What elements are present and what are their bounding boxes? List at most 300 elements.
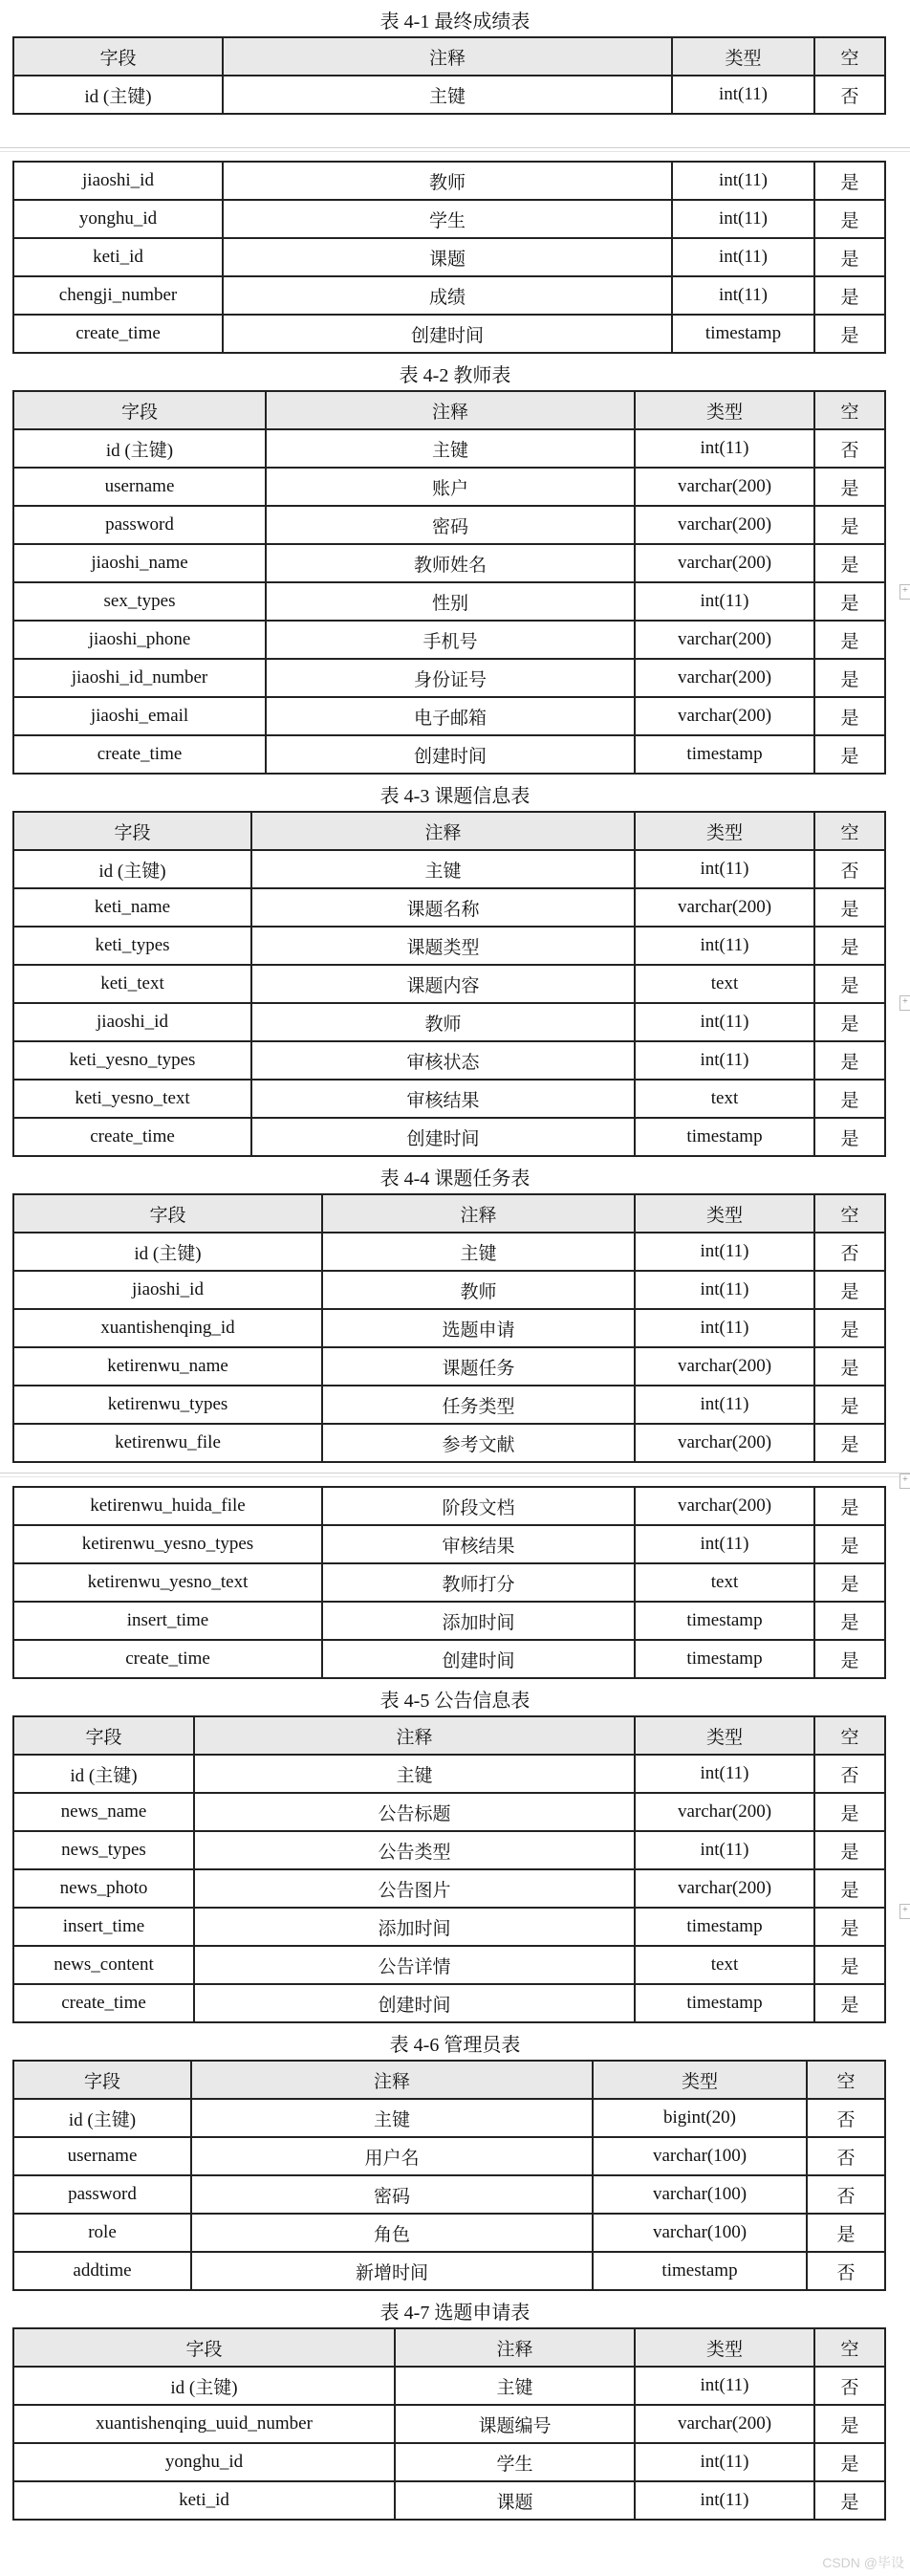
cell-null: 否: [814, 2367, 885, 2405]
cell-comment: 主键: [395, 2367, 635, 2405]
cell-null: 是: [814, 1118, 885, 1156]
margin-marker-icon: +: [899, 584, 910, 600]
cell-type: int(11): [635, 850, 814, 888]
cell-null: 否: [807, 2137, 885, 2175]
cell-type: int(11): [635, 2367, 814, 2405]
topic-application-table: [12, 2327, 886, 2521]
cell-field: jiaoshi_id: [13, 162, 223, 200]
cell-null: 是: [814, 315, 885, 353]
table-row: [13, 1525, 885, 1563]
cell-comment: 用户名: [191, 2137, 593, 2175]
table-header-row: [13, 2061, 885, 2099]
cell-type: varchar(200): [635, 1869, 814, 1908]
cell-field: keti_id: [13, 238, 223, 276]
cell-null: 是: [814, 697, 885, 735]
table-row: [13, 850, 885, 888]
cell-field: jiaoshi_phone: [13, 621, 266, 659]
topic-task-table-continued: [12, 1486, 886, 1679]
cell-comment: 教师: [322, 1271, 635, 1309]
table-row: [13, 1793, 885, 1831]
cell-field: ketirenwu_huida_file: [13, 1487, 322, 1525]
table-caption: 表 4-3 课题信息表: [379, 786, 531, 807]
cell-null: 是: [814, 1041, 885, 1080]
cell-type: text: [635, 1563, 814, 1602]
header-null: 空: [814, 391, 885, 429]
table-row: [13, 1602, 885, 1640]
cell-comment: 课题类型: [251, 927, 635, 965]
cell-field: keti_name: [13, 888, 251, 927]
cell-comment: 课题编号: [395, 2405, 635, 2443]
cell-type: int(11): [672, 200, 814, 238]
table-row: [13, 1831, 885, 1869]
cell-null: 否: [814, 1233, 885, 1271]
cell-null: 是: [814, 1309, 885, 1347]
cell-comment: 学生: [395, 2443, 635, 2481]
cell-field: keti_yesno_types: [13, 1041, 251, 1080]
table-row: [13, 2175, 885, 2214]
margin-marker-icon: +: [899, 995, 910, 1011]
cell-comment: 审核状态: [251, 1041, 635, 1080]
margin-marker-icon: +: [899, 1474, 910, 1489]
cell-field: xuantishenqing_id: [13, 1309, 322, 1347]
table-row: [13, 276, 885, 315]
cell-type: int(11): [635, 2481, 814, 2520]
cell-field: create_time: [13, 1984, 194, 2022]
cell-null: 是: [814, 1640, 885, 1678]
header-null: 空: [814, 1194, 885, 1233]
table-row: [13, 888, 885, 927]
cell-null: 是: [814, 1424, 885, 1462]
cell-type: int(11): [635, 1041, 814, 1080]
cell-comment: 课题内容: [251, 965, 635, 1003]
cell-comment: 公告标题: [194, 1793, 635, 1831]
cell-field: role: [13, 2214, 191, 2252]
cell-field: ketirenwu_yesno_types: [13, 1525, 322, 1563]
cell-comment: 任务类型: [322, 1386, 635, 1424]
cell-type: int(11): [635, 1271, 814, 1309]
cell-field: yonghu_id: [13, 200, 223, 238]
table-row: [13, 2405, 885, 2443]
cell-field: insert_time: [13, 1908, 194, 1946]
cell-comment: 课题: [223, 238, 672, 276]
header-field: 字段: [13, 1194, 322, 1233]
cell-comment: 创建时间: [223, 315, 672, 353]
cell-comment: 账户: [266, 468, 635, 506]
cell-null: 是: [814, 162, 885, 200]
cell-field: id (主键): [13, 76, 223, 114]
table-row: [13, 1563, 885, 1602]
header-comment: 注释: [395, 2328, 635, 2367]
cell-comment: 教师: [251, 1003, 635, 1041]
cell-type: varchar(100): [593, 2137, 807, 2175]
header-field: 字段: [13, 2061, 191, 2099]
cell-null: 是: [814, 1869, 885, 1908]
cell-type: timestamp: [635, 735, 814, 774]
cell-null: 是: [814, 965, 885, 1003]
table-row: [13, 544, 885, 582]
cell-type: varchar(200): [635, 621, 814, 659]
cell-comment: 手机号: [266, 621, 635, 659]
cell-null: 是: [814, 621, 885, 659]
table-row: [13, 621, 885, 659]
table-row: [13, 1984, 885, 2022]
cell-type: varchar(100): [593, 2214, 807, 2252]
final-grade-table-continued: [12, 161, 886, 354]
cell-field: ketirenwu_types: [13, 1386, 322, 1424]
cell-null: 是: [814, 2443, 885, 2481]
cell-field: keti_text: [13, 965, 251, 1003]
cell-null: 是: [814, 1347, 885, 1386]
header-type: 类型: [635, 1194, 814, 1233]
table-row: [13, 2443, 885, 2481]
announcement-table: [12, 1715, 886, 2023]
cell-field: username: [13, 468, 266, 506]
header-comment: 注释: [266, 391, 635, 429]
cell-comment: 审核结果: [322, 1525, 635, 1563]
cell-null: 是: [814, 506, 885, 544]
table-row: [13, 1946, 885, 1984]
cell-type: int(11): [635, 1233, 814, 1271]
cell-comment: 性别: [266, 582, 635, 621]
cell-type: timestamp: [635, 1602, 814, 1640]
cell-null: 是: [814, 1563, 885, 1602]
cell-type: varchar(200): [635, 2405, 814, 2443]
header-type: 类型: [593, 2061, 807, 2099]
cell-comment: 选题申请: [322, 1309, 635, 1347]
table-header-row: [13, 37, 885, 76]
cell-field: news_photo: [13, 1869, 194, 1908]
cell-comment: 创建时间: [322, 1640, 635, 1678]
cell-null: 是: [814, 927, 885, 965]
cell-null: 是: [814, 544, 885, 582]
cell-comment: 角色: [191, 2214, 593, 2252]
table-row: [13, 1233, 885, 1271]
cell-comment: 创建时间: [266, 735, 635, 774]
cell-type: text: [635, 1080, 814, 1118]
cell-field: jiaoshi_id: [13, 1003, 251, 1041]
cell-comment: 主键: [322, 1233, 635, 1271]
cell-comment: 公告类型: [194, 1831, 635, 1869]
table-caption: 表 4-4 课题任务表: [379, 1168, 531, 1190]
table-row: [13, 429, 885, 468]
header-type: 类型: [635, 391, 814, 429]
cell-comment: 阶段文档: [322, 1487, 635, 1525]
cell-comment: 主键: [251, 850, 635, 888]
table-row: [13, 2099, 885, 2137]
cell-field: news_content: [13, 1946, 194, 1984]
table-row: [13, 659, 885, 697]
cell-comment: 课题任务: [322, 1347, 635, 1386]
table-row: [13, 1309, 885, 1347]
cell-type: int(11): [635, 1003, 814, 1041]
cell-field: id (主键): [13, 850, 251, 888]
cell-type: int(11): [635, 1755, 814, 1793]
cell-null: 是: [814, 1908, 885, 1946]
cell-comment: 主键: [191, 2099, 593, 2137]
cell-null: 是: [814, 2405, 885, 2443]
cell-type: timestamp: [672, 315, 814, 353]
table-caption: 表 4-5 公告信息表: [379, 1691, 531, 1712]
cell-type: int(11): [672, 238, 814, 276]
cell-null: 是: [814, 659, 885, 697]
cell-field: create_time: [13, 735, 266, 774]
cell-null: 否: [814, 76, 885, 114]
cell-comment: 电子邮箱: [266, 697, 635, 735]
cell-comment: 创建时间: [194, 1984, 635, 2022]
table-row: [13, 1347, 885, 1386]
table-header-row: [13, 812, 885, 850]
table-header-row: [13, 1716, 885, 1755]
cell-null: 否: [807, 2252, 885, 2290]
cell-null: 否: [814, 1755, 885, 1793]
cell-field: chengji_number: [13, 276, 223, 315]
table-row: [13, 1118, 885, 1156]
cell-null: 是: [814, 1487, 885, 1525]
table-caption: 表 4-7 选题申请表: [379, 2303, 531, 2324]
header-type: 类型: [635, 1716, 814, 1755]
cell-type: timestamp: [635, 1908, 814, 1946]
cell-null: 否: [814, 429, 885, 468]
cell-null: 是: [814, 888, 885, 927]
table-row: [13, 1755, 885, 1793]
cell-type: text: [635, 965, 814, 1003]
cell-field: xuantishenqing_uuid_number: [13, 2405, 395, 2443]
table-row: [13, 927, 885, 965]
cell-comment: 教师姓名: [266, 544, 635, 582]
cell-field: ketirenwu_yesno_text: [13, 1563, 322, 1602]
cell-field: create_time: [13, 1118, 251, 1156]
cell-null: 是: [814, 1793, 885, 1831]
cell-comment: 参考文献: [322, 1424, 635, 1462]
cell-comment: 添加时间: [194, 1908, 635, 1946]
cell-comment: 教师: [223, 162, 672, 200]
cell-field: jiaoshi_email: [13, 697, 266, 735]
table-row: [13, 1869, 885, 1908]
topic-info-table: [12, 811, 886, 1157]
cell-field: keti_id: [13, 2481, 395, 2520]
header-field: 字段: [13, 812, 251, 850]
header-comment: 注释: [194, 1716, 635, 1755]
cell-field: username: [13, 2137, 191, 2175]
cell-type: varchar(200): [635, 1424, 814, 1462]
cell-null: 是: [814, 468, 885, 506]
header-null: 空: [814, 2328, 885, 2367]
cell-type: timestamp: [635, 1640, 814, 1678]
table-row: [13, 582, 885, 621]
cell-type: int(11): [635, 1309, 814, 1347]
cell-type: timestamp: [635, 1118, 814, 1156]
cell-null: 是: [814, 1946, 885, 1984]
cell-field: id (主键): [13, 1755, 194, 1793]
cell-comment: 公告详情: [194, 1946, 635, 1984]
table-row: [13, 200, 885, 238]
header-comment: 注释: [191, 2061, 593, 2099]
cell-type: int(11): [635, 1386, 814, 1424]
cell-field: create_time: [13, 1640, 322, 1678]
table-header-row: [13, 391, 885, 429]
cell-type: int(11): [635, 2443, 814, 2481]
cell-field: keti_yesno_text: [13, 1080, 251, 1118]
table-row: [13, 1640, 885, 1678]
cell-comment: 审核结果: [251, 1080, 635, 1118]
table-row: [13, 468, 885, 506]
cell-type: varchar(200): [635, 1793, 814, 1831]
cell-field: ketirenwu_name: [13, 1347, 322, 1386]
cell-field: jiaoshi_id_number: [13, 659, 266, 697]
cell-type: int(11): [635, 582, 814, 621]
cell-null: 是: [814, 200, 885, 238]
cell-comment: 公告图片: [194, 1869, 635, 1908]
cell-null: 是: [814, 735, 885, 774]
cell-type: int(11): [635, 1525, 814, 1563]
table-row: [13, 238, 885, 276]
cell-field: keti_types: [13, 927, 251, 965]
table-row: [13, 1487, 885, 1525]
cell-type: int(11): [672, 76, 814, 114]
cell-field: addtime: [13, 2252, 191, 2290]
cell-type: timestamp: [593, 2252, 807, 2290]
cell-null: 是: [814, 1831, 885, 1869]
cell-null: 是: [814, 1003, 885, 1041]
cell-comment: 课题名称: [251, 888, 635, 927]
cell-type: int(11): [635, 1831, 814, 1869]
cell-null: 是: [814, 1525, 885, 1563]
final-grade-table: [12, 36, 886, 115]
header-type: 类型: [635, 812, 814, 850]
cell-type: varchar(200): [635, 888, 814, 927]
cell-comment: 新增时间: [191, 2252, 593, 2290]
cell-null: 是: [814, 238, 885, 276]
cell-type: timestamp: [635, 1984, 814, 2022]
cell-comment: 添加时间: [322, 1602, 635, 1640]
cell-field: create_time: [13, 315, 223, 353]
cell-type: varchar(200): [635, 697, 814, 735]
cell-type: text: [635, 1946, 814, 1984]
table-row: [13, 76, 885, 114]
cell-null: 否: [807, 2175, 885, 2214]
cell-field: id (主键): [13, 2367, 395, 2405]
cell-null: 否: [814, 850, 885, 888]
cell-null: 否: [807, 2099, 885, 2137]
header-comment: 注释: [223, 37, 672, 76]
admin-table: [12, 2060, 886, 2291]
header-null: 空: [814, 812, 885, 850]
table-row: [13, 506, 885, 544]
cell-comment: 主键: [266, 429, 635, 468]
header-comment: 注释: [322, 1194, 635, 1233]
cell-type: varchar(200): [635, 659, 814, 697]
table-row: [13, 1041, 885, 1080]
cell-null: 是: [814, 582, 885, 621]
cell-field: password: [13, 506, 266, 544]
cell-comment: 密码: [266, 506, 635, 544]
header-null: 空: [814, 37, 885, 76]
cell-field: password: [13, 2175, 191, 2214]
cell-comment: 教师打分: [322, 1563, 635, 1602]
table-row: [13, 1271, 885, 1309]
cell-field: id (主键): [13, 2099, 191, 2137]
header-field: 字段: [13, 2328, 395, 2367]
cell-comment: 密码: [191, 2175, 593, 2214]
table-row: [13, 1386, 885, 1424]
cell-null: 是: [814, 1386, 885, 1424]
cell-comment: 学生: [223, 200, 672, 238]
cell-type: varchar(200): [635, 506, 814, 544]
table-row: [13, 1080, 885, 1118]
topic-task-table: [12, 1193, 886, 1463]
cell-type: varchar(200): [635, 544, 814, 582]
cell-type: int(11): [672, 276, 814, 315]
header-field: 字段: [13, 1716, 194, 1755]
table-caption: 表 4-6 管理员表: [389, 2035, 521, 2056]
cell-comment: 身份证号: [266, 659, 635, 697]
page-break: [0, 1471, 910, 1478]
cell-type: bigint(20): [593, 2099, 807, 2137]
cell-field: jiaoshi_name: [13, 544, 266, 582]
table-header-row: [13, 1194, 885, 1233]
cell-comment: 成绩: [223, 276, 672, 315]
teacher-table: [12, 390, 886, 775]
cell-comment: 创建时间: [251, 1118, 635, 1156]
table-row: [13, 2367, 885, 2405]
cell-null: 是: [814, 1602, 885, 1640]
table-row: [13, 2252, 885, 2290]
cell-type: varchar(200): [635, 1487, 814, 1525]
header-comment: 注释: [251, 812, 635, 850]
cell-type: varchar(200): [635, 468, 814, 506]
cell-field: jiaoshi_id: [13, 1271, 322, 1309]
cell-field: news_types: [13, 1831, 194, 1869]
table-caption: 表 4-2 教师表: [399, 365, 511, 386]
cell-comment: 课题: [395, 2481, 635, 2520]
cell-type: int(11): [635, 429, 814, 468]
table-row: [13, 965, 885, 1003]
cell-null: 是: [814, 2481, 885, 2520]
cell-null: 是: [814, 1080, 885, 1118]
table-row: [13, 1003, 885, 1041]
cell-type: varchar(100): [593, 2175, 807, 2214]
cell-field: insert_time: [13, 1602, 322, 1640]
cell-field: news_name: [13, 1793, 194, 1831]
table-header-row: [13, 2328, 885, 2367]
cell-field: yonghu_id: [13, 2443, 395, 2481]
cell-null: 是: [814, 1984, 885, 2022]
table-row: [13, 1424, 885, 1462]
table-row: [13, 1908, 885, 1946]
watermark: CSDN @毕设: [822, 2555, 904, 2570]
cell-null: 是: [814, 1271, 885, 1309]
table-caption: 表 4-1 最终成绩表: [379, 11, 531, 33]
margin-marker-icon: +: [899, 1904, 910, 1919]
cell-field: sex_types: [13, 582, 266, 621]
table-row: [13, 2481, 885, 2520]
header-type: 类型: [635, 2328, 814, 2367]
cell-null: 是: [814, 276, 885, 315]
page-break: [0, 145, 910, 153]
table-row: [13, 735, 885, 774]
table-row: [13, 697, 885, 735]
header-null: 空: [814, 1716, 885, 1755]
header-type: 类型: [672, 37, 814, 76]
cell-type: int(11): [672, 162, 814, 200]
cell-field: id (主键): [13, 1233, 322, 1271]
cell-type: varchar(200): [635, 1347, 814, 1386]
header-field: 字段: [13, 37, 223, 76]
cell-comment: 主键: [194, 1755, 635, 1793]
cell-type: int(11): [635, 927, 814, 965]
cell-field: id (主键): [13, 429, 266, 468]
cell-null: 是: [807, 2214, 885, 2252]
